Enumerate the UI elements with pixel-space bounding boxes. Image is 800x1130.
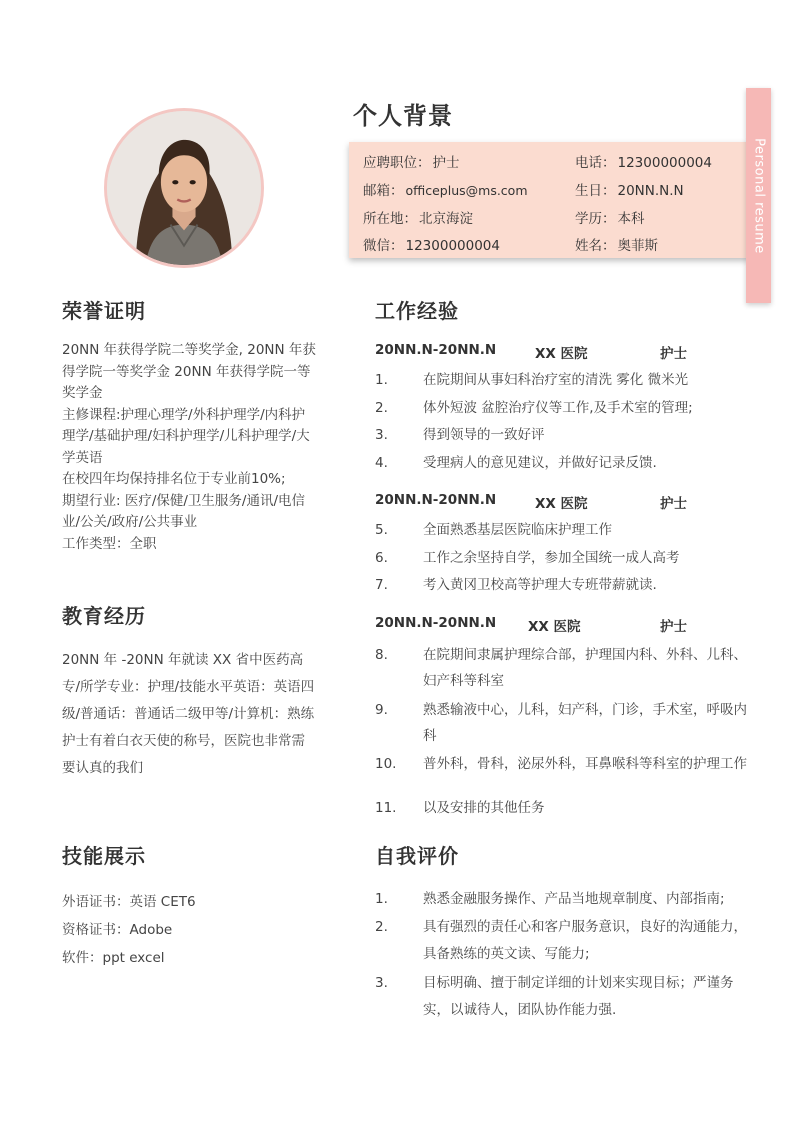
education-line: 20NN 年 -20NN 年就读 XX 省中医药高专/所学专业：护理/技能水平英语：英语四级/普通话：普通话二级甲等/计算机：熟练	[62, 652, 315, 722]
list-item	[375, 642, 755, 694]
item-text: 受理病人的意见建议，并做好记录反馈.	[423, 455, 657, 471]
honors-line: 期望行业: 医疗/保健/卫生服务/通讯/电信业/公关/政府/公共事业	[62, 492, 306, 530]
item-number: 1.	[375, 891, 388, 907]
skills-content	[62, 888, 318, 972]
portrait-photo-icon	[107, 111, 261, 265]
info-position	[363, 151, 460, 171]
honors-content	[62, 340, 318, 555]
info-birthday-label: 生日：	[575, 183, 616, 199]
info-education-value: 本科	[617, 211, 645, 227]
honors-line: 主修课程:护理心理学/外科护理学/内科护理学/基础护理/妇科护理学/儿科护理学/大学英语	[62, 406, 310, 466]
list-item	[375, 575, 755, 595]
honors-title: 荣誉证明	[62, 299, 146, 323]
job-org: XX 医院	[535, 496, 588, 512]
info-location-value: 北京海淀	[419, 211, 473, 227]
info-birthday-value: 20NN.N.N	[617, 183, 684, 199]
skills-line: 资格证书：Adobe	[62, 922, 173, 938]
list-item	[375, 370, 755, 390]
honors-line: 工作类型：全职	[62, 535, 157, 552]
info-name-value: 奥菲斯	[617, 238, 658, 254]
item-number: 4.	[375, 455, 388, 471]
work-title: 工作经验	[375, 299, 459, 323]
info-phone-label: 电话：	[575, 155, 616, 171]
self-eval-title: 自我评价	[375, 844, 459, 868]
item-number: 10.	[375, 756, 397, 772]
skills-title: 技能展示	[62, 844, 146, 868]
info-education	[575, 207, 645, 227]
item-number: 3.	[375, 427, 388, 443]
item-text: 具有强烈的责任心和客户服务意识，良好的沟通能力，具备熟练的英文读、写能力;	[423, 919, 747, 962]
info-name-label: 姓名：	[575, 238, 616, 254]
item-number: 3.	[375, 975, 388, 991]
item-number: 8.	[375, 647, 388, 663]
info-email-label: 邮箱：	[363, 183, 404, 199]
skills-line: 外语证书：英语 CET6	[62, 894, 196, 910]
list-item	[375, 888, 755, 910]
job-period: 20NN.N-20NN.N	[375, 615, 497, 631]
education-line: 护士有着白衣天使的称号，医院也非常需要认真的我们	[62, 733, 305, 776]
list-item	[375, 752, 755, 776]
list-item	[375, 798, 755, 818]
item-text: 目标明确、擅于制定详细的计划来实现目标；严谨务实，以诚待人，团队协作能力强.	[423, 975, 734, 1018]
list-item	[375, 970, 755, 1024]
info-name	[575, 234, 658, 254]
info-email-value: officeplus@ms.com	[405, 183, 528, 198]
info-position-label: 应聘职位：	[363, 155, 431, 171]
list-item	[375, 548, 755, 568]
skills-line: 软件：ppt excel	[62, 950, 165, 966]
item-text: 考入黄冈卫校高等护理大专班带薪就读.	[423, 577, 657, 593]
list-item	[375, 453, 755, 473]
info-location	[363, 207, 473, 227]
info-phone	[575, 151, 712, 171]
list-item	[375, 520, 755, 540]
info-wechat-label: 微信：	[363, 238, 404, 254]
job-org: XX 医院	[528, 619, 581, 635]
avatar	[104, 108, 264, 268]
job-period: 20NN.N-20NN.N	[375, 342, 497, 358]
item-number: 5.	[375, 522, 388, 538]
job-period: 20NN.N-20NN.N	[375, 492, 497, 508]
item-text: 全面熟悉基层医院临床护理工作	[423, 522, 612, 538]
item-number: 11.	[375, 800, 397, 816]
item-number: 1.	[375, 372, 388, 388]
item-number: 2.	[375, 400, 388, 416]
info-birthday	[575, 179, 684, 199]
personal-info-box	[349, 142, 749, 258]
item-number: 7.	[375, 577, 388, 593]
honors-line: 20NN 年获得学院二等奖学金, 20NN 年获得学院一等奖学金 20NN 年获得学院一等奖学金	[62, 342, 316, 401]
item-number: 2.	[375, 919, 388, 935]
item-text: 普外科，骨科，泌尿外科，耳鼻喉科等科室的护理工作	[423, 756, 747, 772]
education-title: 教育经历	[62, 604, 146, 628]
item-text: 熟悉输液中心，儿科，妇产科，门诊，手术室，呼吸内科	[423, 702, 747, 744]
item-text: 工作之余坚持自学，参加全国统一成人高考	[423, 550, 680, 566]
list-item	[375, 398, 755, 418]
job-role: 护士	[660, 496, 687, 512]
item-text: 以及安排的其他任务	[423, 800, 545, 816]
info-position-value: 护士	[432, 155, 460, 171]
info-wechat-value: 12300000004	[405, 238, 500, 254]
page-title: 个人背景	[353, 102, 453, 130]
info-education-label: 学历：	[575, 211, 616, 227]
job-role: 护士	[660, 619, 687, 635]
job-role: 护士	[660, 346, 687, 362]
item-text: 在院期间从事妇科治疗室的清洗 雾化 微米光	[423, 372, 689, 388]
info-phone-value: 12300000004	[617, 155, 712, 171]
list-item	[375, 914, 755, 968]
side-tab-label: Personal resume	[751, 137, 766, 254]
item-text: 在院期间隶属护理综合部，护理国内科、外科、儿科、妇产科等科室	[423, 647, 747, 689]
side-tab	[746, 88, 771, 303]
item-number: 9.	[375, 702, 388, 718]
item-text: 得到领导的一致好评	[423, 427, 545, 443]
item-text: 体外短波 盆腔治疗仪等工作,及手术室的管理;	[423, 400, 693, 416]
list-item	[375, 425, 755, 445]
info-email	[363, 179, 528, 199]
honors-line: 在校四年均保持排名位于专业前10%;	[62, 471, 286, 487]
item-number: 6.	[375, 550, 388, 566]
job-org: XX 医院	[535, 346, 588, 362]
info-wechat	[363, 234, 500, 254]
info-location-label: 所在地：	[363, 211, 417, 227]
education-content	[62, 647, 318, 782]
list-item	[375, 697, 755, 749]
item-text: 熟悉金融服务操作、产品当地规章制度、内部指南;	[423, 891, 725, 907]
